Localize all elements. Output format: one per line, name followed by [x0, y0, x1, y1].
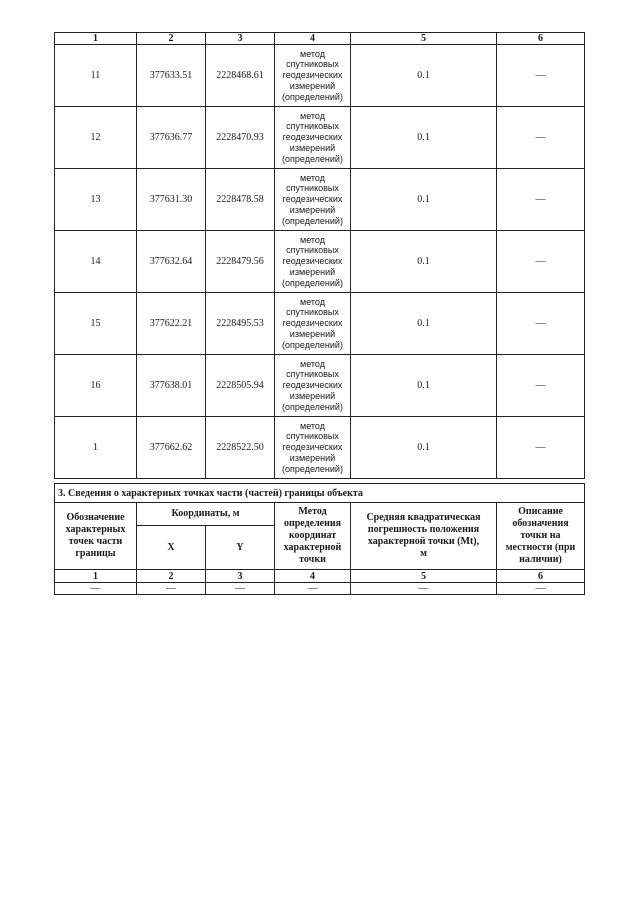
description-cell: —	[497, 417, 585, 479]
column-number-row	[55, 33, 585, 45]
method-cell: метод спутниковых геодезических измерений (определений)	[275, 293, 351, 355]
column-number: 2	[137, 33, 206, 45]
part-boundary-points-table	[54, 483, 585, 595]
section-title: 3. Сведения о характерных точках части (частей) границы объекта	[55, 484, 585, 503]
description-cell: —	[497, 293, 585, 355]
error-header: Средняя квадратическая погрешность положения характерной точки (Mt), м	[351, 503, 497, 570]
point-number-cell: 13	[55, 169, 137, 231]
table-row	[55, 45, 585, 107]
column-number: 3	[206, 570, 275, 583]
method-cell: метод спутниковых геодезических измерений (определений)	[275, 45, 351, 107]
error-cell: 0.1	[351, 45, 497, 107]
point-number-cell: 16	[55, 355, 137, 417]
point-number-cell: 11	[55, 45, 137, 107]
x-header: X	[137, 526, 206, 570]
table-row	[55, 355, 585, 417]
empty-cell: —	[497, 583, 585, 595]
description-cell: —	[497, 355, 585, 417]
description-cell: —	[497, 107, 585, 169]
coordinates-header: Координаты, м	[137, 503, 275, 526]
x-coordinate-cell: 377662.62	[137, 417, 206, 479]
table-row	[55, 169, 585, 231]
y-header: Y	[206, 526, 275, 570]
coordinates-table	[54, 32, 585, 479]
table-row	[55, 231, 585, 293]
empty-cell: —	[351, 583, 497, 595]
column-number: 1	[55, 33, 137, 45]
description-cell: —	[497, 45, 585, 107]
y-coordinate-cell: 2228479.56	[206, 231, 275, 293]
designation-header: Обозначение характерных точек части границы	[55, 503, 137, 570]
method-cell: метод спутниковых геодезических измерений (определений)	[275, 231, 351, 293]
column-number: 4	[275, 33, 351, 45]
header-row	[55, 503, 585, 526]
x-coordinate-cell: 377633.51	[137, 45, 206, 107]
table-row	[55, 107, 585, 169]
x-coordinate-cell: 377636.77	[137, 107, 206, 169]
x-coordinate-cell: 377632.64	[137, 231, 206, 293]
description-header: Описание обозначения точки на местности (при наличии)	[497, 503, 585, 570]
point-number-cell: 15	[55, 293, 137, 355]
table-row	[55, 417, 585, 479]
method-cell: метод спутниковых геодезических измерений (определений)	[275, 417, 351, 479]
y-coordinate-cell: 2228468.61	[206, 45, 275, 107]
x-coordinate-cell: 377622.21	[137, 293, 206, 355]
section-title-row	[55, 484, 585, 503]
column-number: 1	[55, 570, 137, 583]
error-cell: 0.1	[351, 355, 497, 417]
empty-cell: —	[206, 583, 275, 595]
y-coordinate-cell: 2228495.53	[206, 293, 275, 355]
column-number: 4	[275, 570, 351, 583]
column-number: 5	[351, 570, 497, 583]
column-number: 6	[497, 570, 585, 583]
error-cell: 0.1	[351, 293, 497, 355]
table-row	[55, 293, 585, 355]
error-cell: 0.1	[351, 107, 497, 169]
column-number: 3	[206, 33, 275, 45]
x-coordinate-cell: 377631.30	[137, 169, 206, 231]
method-cell: метод спутниковых геодезических измерений (определений)	[275, 107, 351, 169]
method-cell: метод спутниковых геодезических измерений (определений)	[275, 355, 351, 417]
method-cell: метод спутниковых геодезических измерений (определений)	[275, 169, 351, 231]
y-coordinate-cell: 2228505.94	[206, 355, 275, 417]
column-number: 6	[497, 33, 585, 45]
point-number-cell: 14	[55, 231, 137, 293]
error-cell: 0.1	[351, 169, 497, 231]
method-header: Метод определения координат характерной точки	[275, 503, 351, 570]
point-number-cell: 12	[55, 107, 137, 169]
y-coordinate-cell: 2228478.58	[206, 169, 275, 231]
description-cell: —	[497, 169, 585, 231]
x-coordinate-cell: 377638.01	[137, 355, 206, 417]
y-coordinate-cell: 2228522.50	[206, 417, 275, 479]
column-number: 2	[137, 570, 206, 583]
point-number-cell: 1	[55, 417, 137, 479]
column-number: 5	[351, 33, 497, 45]
error-cell: 0.1	[351, 417, 497, 479]
empty-cell: —	[55, 583, 137, 595]
empty-cell: —	[275, 583, 351, 595]
y-coordinate-cell: 2228470.93	[206, 107, 275, 169]
description-cell: —	[497, 231, 585, 293]
column-number-row	[55, 570, 585, 583]
empty-cell: —	[137, 583, 206, 595]
empty-data-row	[55, 583, 585, 595]
error-cell: 0.1	[351, 231, 497, 293]
